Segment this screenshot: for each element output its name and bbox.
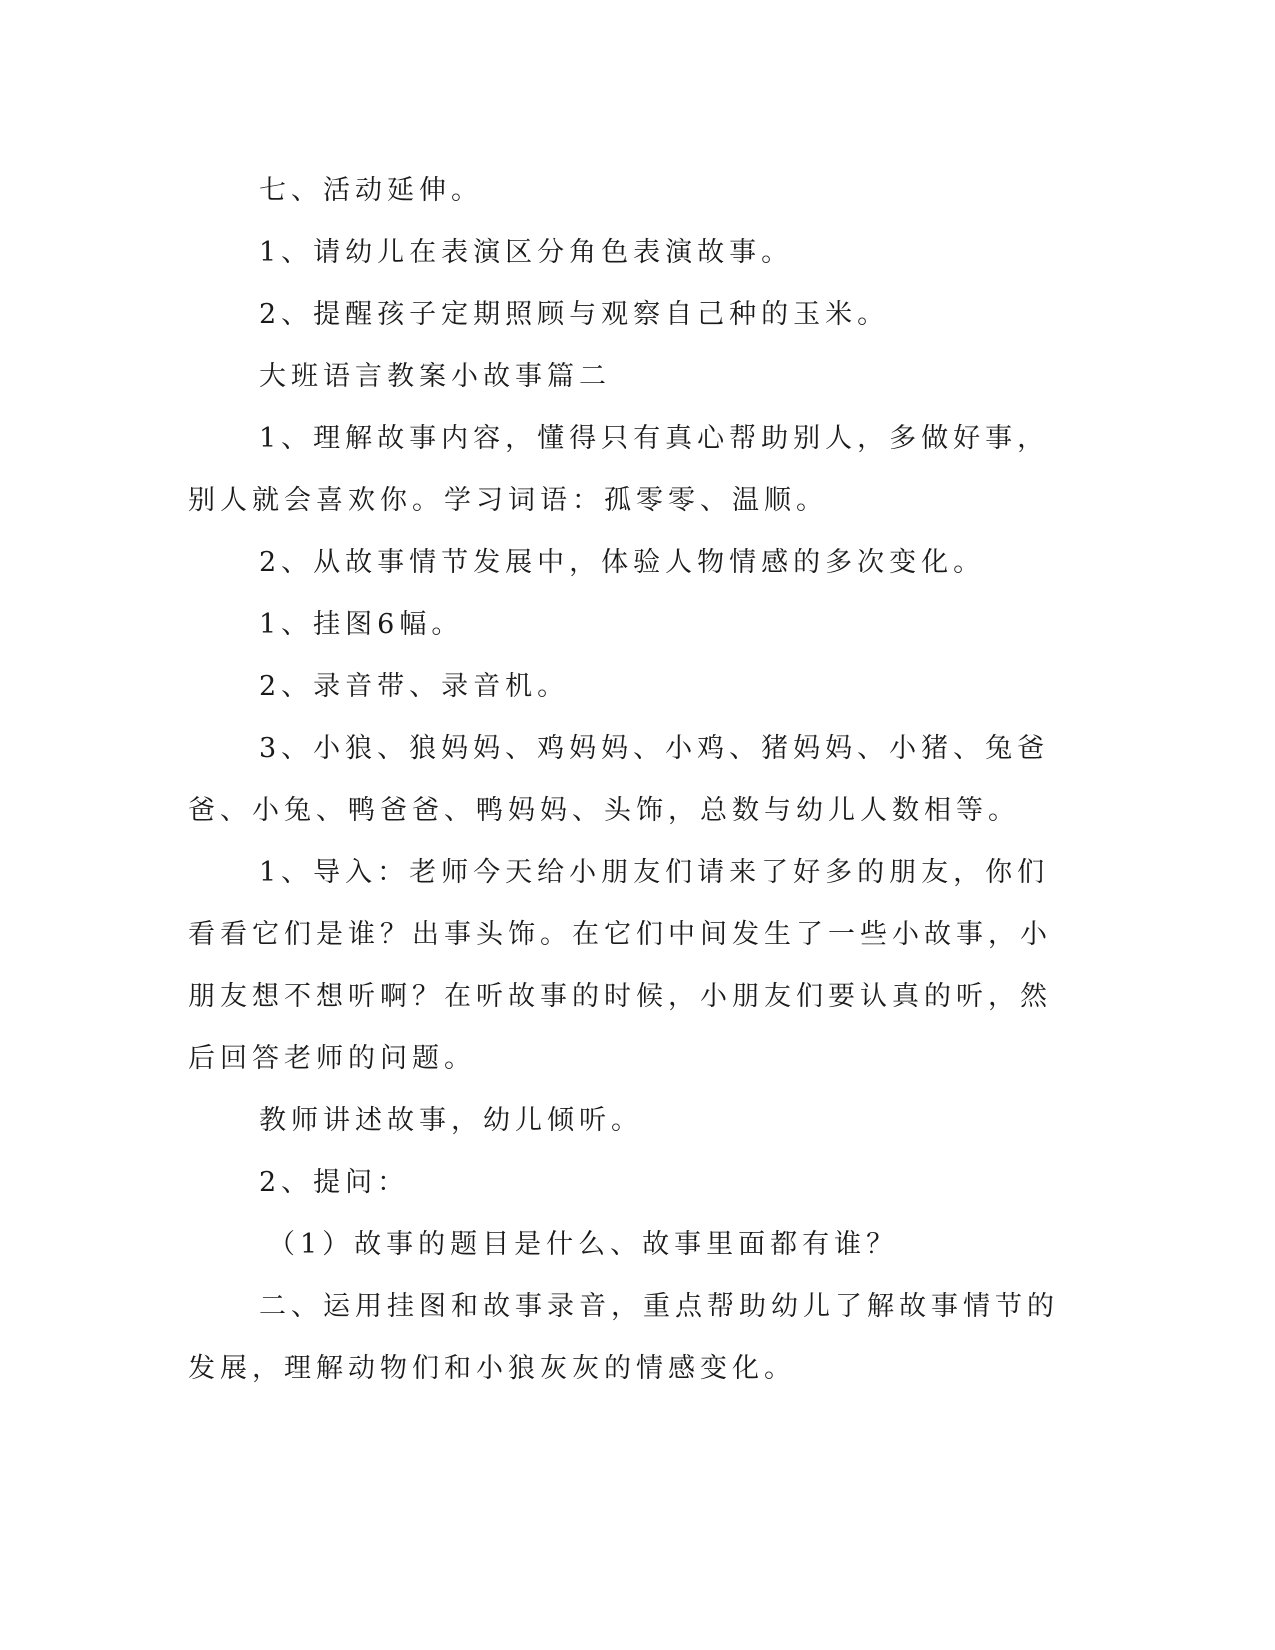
paragraph: （1）故事的题目是什么、故事里面都有谁？ [268, 1229, 899, 1260]
paragraph: 2、从故事情节发展中，体验人物情感的多次变化。 [259, 547, 986, 578]
paragraph: 1、导入：老师今天给小朋友们请来了好多的朋友，你们看看它们是谁？出事头饰。在它们中间发生了一些小故事，小朋友想不想听啊？在听故事的时候，小朋友们要认真的听，然后回答老师的问题。 [188, 857, 1052, 1074]
paragraph: 二、运用挂图和故事录音，重点帮助幼儿了解故事情节的发展，理解动物们和小狼灰灰的情感变化。 [188, 1291, 1059, 1384]
paragraph: 教师讲述故事，幼儿倾听。 [259, 1105, 643, 1136]
section-title: 大班语言教案小故事篇二 [259, 361, 611, 392]
paragraph: 3、小狼、狼妈妈、鸡妈妈、小鸡、猪妈妈、小猪、兔爸爸、小兔、鸭爸爸、鸭妈妈、头饰，总数与幼儿人数相等。 [188, 733, 1050, 826]
paragraph: 2、提醒孩子定期照顾与观察自己种的玉米。 [259, 299, 890, 330]
paragraph: 1、请幼儿在表演区分角色表演故事。 [259, 237, 794, 268]
paragraph: 1、挂图6幅。 [259, 609, 464, 640]
paragraph: 2、录音带、录音机。 [259, 671, 570, 702]
document-body [188, 160, 1060, 1400]
section-heading-activity-extension: 七、活动延伸。 [259, 175, 483, 206]
paragraph: 1、理解故事内容，懂得只有真心帮助别人，多做好事，别人就会喜欢你。学习词语：孤零零、温顺。 [188, 423, 1050, 516]
paragraph: 2、提问： [259, 1167, 410, 1198]
